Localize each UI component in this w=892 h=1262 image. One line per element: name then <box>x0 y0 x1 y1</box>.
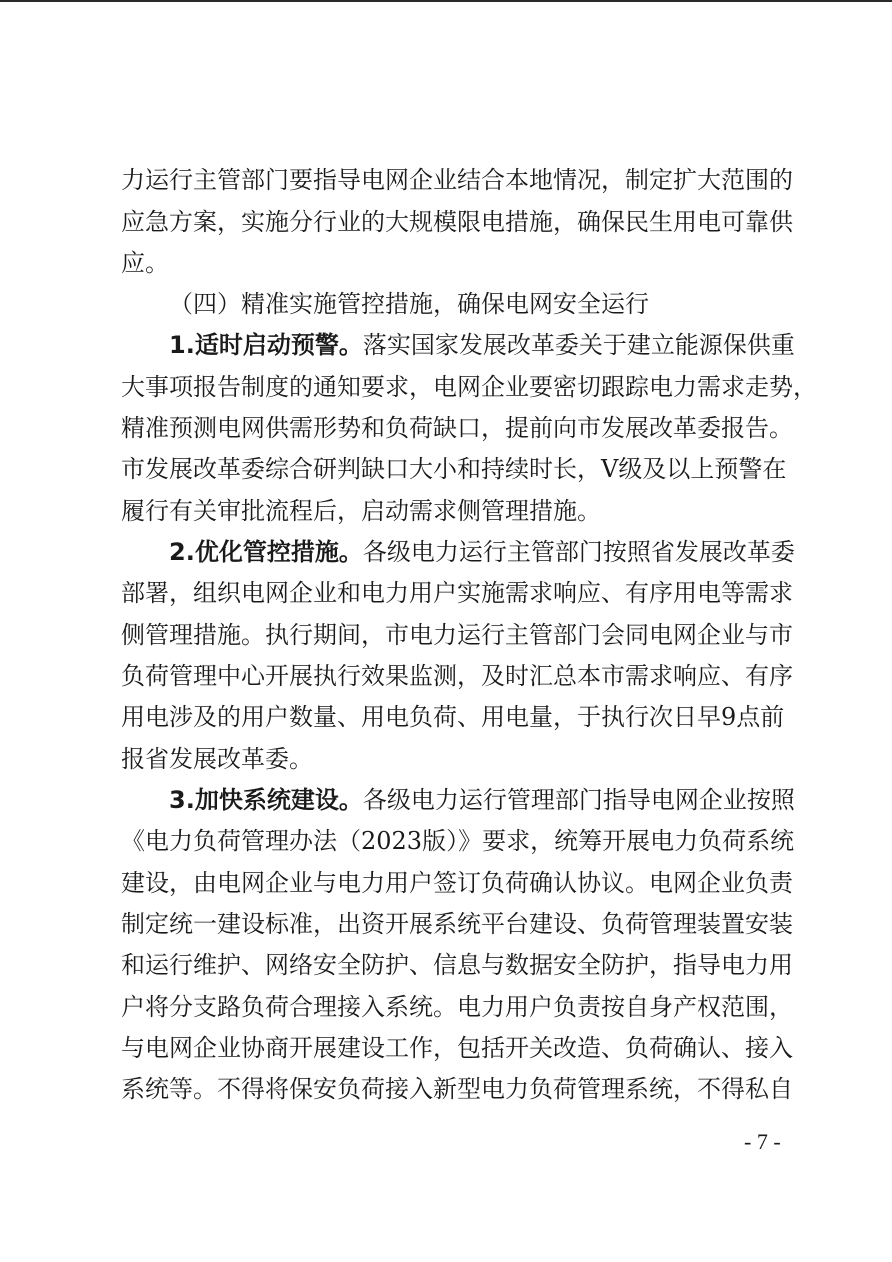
text-line: 《电力负荷管理办法（2023版）》要求，统筹开展电力负荷系统 <box>121 827 795 855</box>
text-line: 制定统一建设标准，出资开展系统平台建设、负荷管理装置安装 <box>121 910 793 938</box>
item-title: 适时启动预警。 <box>194 331 363 359</box>
text-line: 侧管理措施。执行期间，市电力运行主管部门会同电网企业与市 <box>121 621 793 649</box>
paragraph-first-line <box>169 537 795 567</box>
text-line: 市发展改革委综合研判缺口大小和持续时长，Ⅴ级及以上预警在 <box>121 455 787 483</box>
page-number: - 7 - <box>744 1129 781 1154</box>
text-line: 应急方案，实施分行业的大规模限电措施，确保民生用电可靠供 <box>121 208 793 236</box>
item-number: 2. <box>169 538 195 566</box>
section-heading: （四）精准实施管控措施，确保电网安全运行 <box>169 290 649 318</box>
paragraph-first-line <box>169 330 795 360</box>
text-line: 报省发展改革委。 <box>121 745 313 773</box>
text-line: 部署，组织电网企业和电力用户实施需求响应、有序用电等需求 <box>121 579 793 607</box>
text-line: 负荷管理中心开展执行效果监测，及时汇总本市需求响应、有序 <box>121 662 793 690</box>
text-line: 与电网企业协商开展建设工作，包括开关改造、负荷确认、接入 <box>121 1034 793 1062</box>
item-number: 1. <box>169 331 195 359</box>
text-line: 建设，由电网企业与电力用户签订负荷确认协议。电网企业负责 <box>121 869 793 897</box>
text-line: 力运行主管部门要指导电网企业结合本地情况，制定扩大范围的 <box>121 166 793 194</box>
text-segment: 各级电力运行管理部门指导电网企业按照 <box>362 786 795 814</box>
text-line: 履行有关审批流程后，启动需求侧管理措施。 <box>121 497 601 525</box>
text-line: 和运行维护、网络安全防护、信息与数据安全防护，指导电力用 <box>121 951 793 979</box>
text-line: 精准预测电网供需形势和负荷缺口，提前向市发展改革委报告。 <box>121 414 793 442</box>
text-line: 用电涉及的用户数量、用电负荷、用电量，于执行次日早9点前 <box>121 703 785 731</box>
text-line: 系统等。不得将保安负荷接入新型电力负荷管理系统，不得私自 <box>121 1075 793 1103</box>
text-segment: 落实国家发展改革委关于建立能源保供重 <box>362 331 795 359</box>
item-number: 3. <box>169 786 195 814</box>
text-line: 户将分支路负荷合理接入系统。电力用户负责按自身产权范围， <box>121 993 793 1021</box>
paragraph-first-line <box>169 785 795 815</box>
item-title: 优化管控措施。 <box>194 538 363 566</box>
item-title: 加快系统建设。 <box>194 786 363 814</box>
text-line: 大事项报告制度的通知要求，电网企业要密切跟踪电力需求走势， <box>121 373 817 401</box>
text-segment: 各级电力运行主管部门按照省发展改革委 <box>362 538 795 566</box>
text-line: 应。 <box>121 249 169 277</box>
